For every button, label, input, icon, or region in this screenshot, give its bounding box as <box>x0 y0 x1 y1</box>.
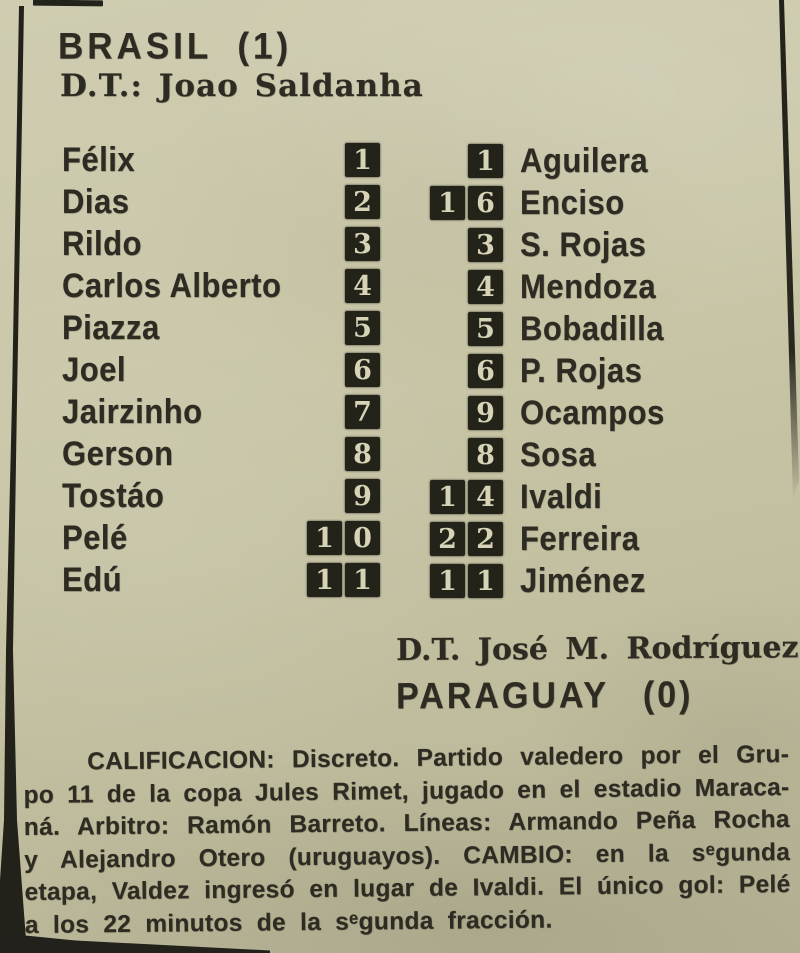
lineup-row <box>62 139 380 181</box>
player-number-badge <box>425 228 503 262</box>
player-name: Jairzinho <box>62 392 203 431</box>
report-line: y Alejandro Otero (uruguayos). CAMBIO: en la sᵉgunda <box>24 838 791 874</box>
player-name: P. Rojas <box>520 351 643 390</box>
player-name: Tostáo <box>62 476 165 515</box>
number-digit-square: 1 <box>430 480 465 514</box>
lineup-row <box>62 349 380 391</box>
player-number-badge <box>425 354 503 388</box>
player-name: Dias <box>62 182 130 221</box>
number-digit-square: 1 <box>468 564 503 598</box>
player-number-badge <box>307 521 380 555</box>
lineup-row <box>425 434 790 476</box>
number-digit-square: 6 <box>468 186 503 220</box>
number-digit-square: 3 <box>468 228 503 262</box>
number-digit-square: 4 <box>468 480 503 514</box>
number-digit-square: 9 <box>345 479 380 513</box>
player-number-badge <box>345 227 380 261</box>
player-name: Félix <box>62 140 136 179</box>
player-name: Carlos Alberto <box>62 266 282 305</box>
number-digit-square: 1 <box>468 144 503 178</box>
number-digit-square: 1 <box>345 143 380 177</box>
number-digit-square: 1 <box>345 563 380 597</box>
player-number-badge <box>345 479 380 513</box>
player-name: Jiménez <box>520 561 646 600</box>
player-number-badge <box>345 353 380 387</box>
number-digit-square: 8 <box>345 437 380 471</box>
number-digit-square: 2 <box>430 522 465 556</box>
away-coach: D.T. José M. Rodríguez <box>395 630 799 668</box>
player-number-badge <box>425 438 503 472</box>
number-digit-square: 1 <box>307 563 342 597</box>
number-digit-square: 5 <box>468 312 503 346</box>
player-name: Ivaldi <box>520 477 603 516</box>
lineup-row <box>62 475 380 517</box>
player-number-badge <box>345 437 380 471</box>
lineup-row <box>62 181 380 223</box>
lineup-row <box>62 265 380 307</box>
report-line: etapa, Valdez ingresó en lugar de Ivaldi. El único gol: Pelé <box>24 870 791 907</box>
lineup-row <box>62 307 380 349</box>
lineup-row <box>425 350 790 392</box>
number-digit-square: 7 <box>345 395 380 429</box>
away-lineup-list <box>425 140 790 602</box>
player-number-badge <box>345 143 380 177</box>
away-team-title: PARAGUAY (0) <box>396 674 694 718</box>
player-name: Enciso <box>520 183 625 222</box>
player-name: Bobadilla <box>520 309 665 348</box>
player-name: Rildo <box>62 224 142 263</box>
player-name: Pelé <box>62 518 128 557</box>
number-digit-square: 4 <box>468 270 503 304</box>
home-lineup-list <box>62 139 380 601</box>
number-digit-square: 5 <box>345 311 380 345</box>
number-digit-square: 6 <box>345 353 380 387</box>
player-name: Joel <box>62 350 127 389</box>
clipping-top-border <box>33 0 103 6</box>
number-digit-square: 3 <box>345 227 380 261</box>
home-team-title: BRASIL (1) <box>58 26 293 67</box>
player-number-badge <box>425 270 503 304</box>
report-line: po 11 de la copa Jules Rimet, jugado en el estadio Maraca- <box>23 773 790 809</box>
player-number-badge <box>425 396 503 430</box>
lineup-row <box>425 182 790 224</box>
number-digit-square: 2 <box>468 522 503 556</box>
report-line: CALIFICACION: Discreto. Partido valedero por el Gru- <box>86 740 790 776</box>
player-number-badge <box>425 144 503 178</box>
player-number-badge <box>345 185 380 219</box>
match-report <box>23 741 791 944</box>
lineup-row <box>425 518 790 560</box>
lineup-row <box>425 266 790 308</box>
number-digit-square: 2 <box>345 185 380 219</box>
player-number-badge <box>345 269 380 303</box>
number-digit-square: 9 <box>468 396 503 430</box>
player-name: Aguilera <box>520 141 649 180</box>
player-number-badge <box>425 564 503 598</box>
number-digit-square: 1 <box>430 186 465 220</box>
number-digit-square: 1 <box>430 564 465 598</box>
player-number-badge <box>425 312 503 346</box>
player-number-badge <box>345 395 380 429</box>
player-number-badge <box>307 563 380 597</box>
lineup-row <box>62 517 380 559</box>
player-name: Ocampos <box>520 393 665 432</box>
player-name: Piazza <box>62 308 160 347</box>
lineup-row <box>425 476 790 518</box>
report-line: a los 22 minutos de la sᵉgunda fracción. <box>24 905 553 939</box>
player-number-badge <box>425 522 503 556</box>
player-number-badge <box>425 480 503 514</box>
player-name: Gerson <box>62 434 174 473</box>
number-digit-square: 8 <box>468 438 503 472</box>
lineup-row <box>62 391 380 433</box>
player-name: Ferreira <box>520 519 640 558</box>
number-digit-square: 0 <box>345 521 380 555</box>
lineup-row <box>425 560 790 602</box>
lineup-row <box>425 224 790 266</box>
lineup-row <box>425 392 790 434</box>
number-digit-square: 4 <box>345 269 380 303</box>
report-line: ná. Arbitro: Ramón Barreto. Líneas: Armando Peña Rocha <box>23 805 790 842</box>
player-name: Edú <box>62 560 123 599</box>
lineup-row <box>62 433 380 475</box>
number-digit-square: 6 <box>468 354 503 388</box>
lineup-row <box>62 559 380 601</box>
lineup-row <box>425 140 790 182</box>
player-name: Mendoza <box>520 267 657 306</box>
player-name: Sosa <box>520 435 597 474</box>
player-number-badge <box>425 186 503 220</box>
home-coach: D.T.: Joao Saldanha <box>60 68 424 104</box>
player-name: S. Rojas <box>520 225 647 264</box>
lineup-row <box>425 308 790 350</box>
lineup-row <box>62 223 380 265</box>
number-digit-square: 1 <box>307 521 342 555</box>
player-number-badge <box>345 311 380 345</box>
